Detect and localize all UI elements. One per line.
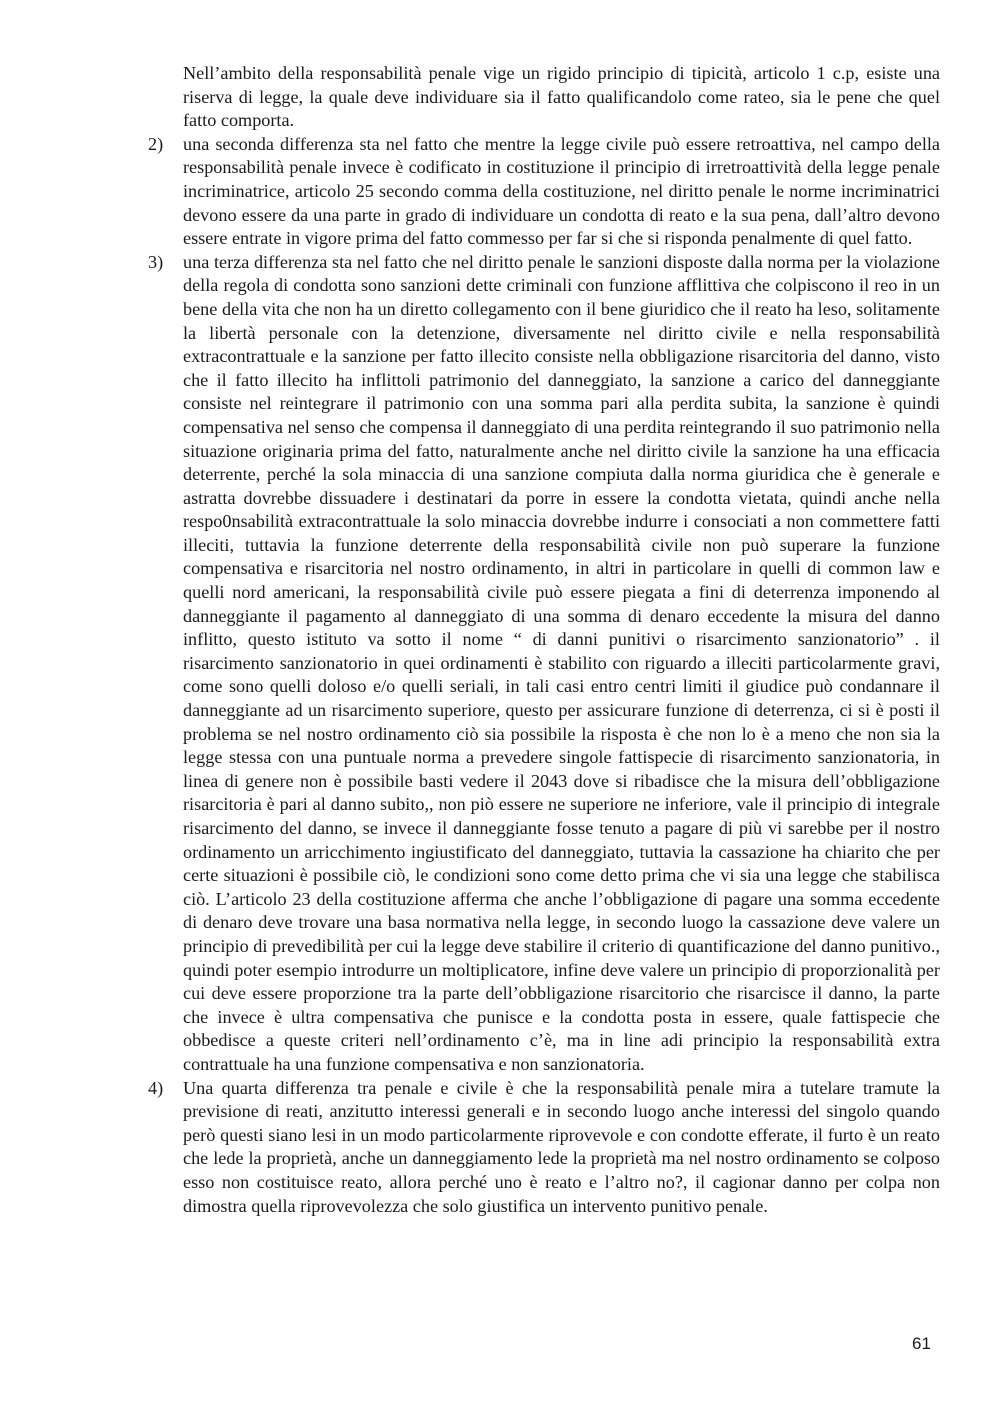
list-item-number: 2)	[148, 133, 164, 154]
list-item-number: 3)	[148, 251, 164, 272]
list-item-text: una terza differenza sta nel fatto che nel diritto penale le sanzioni disposte dalla norma per la violazione della regola di condotta sono sanzioni dette criminali con funzione afflittiva che colpiscono il reo in un bene della vita che non ha un diretto collegamento con il bene giuridico che il reato ha leso, solitamente la libertà personale con la detenzione, diversamente nel diritto civile e nella responsabilità extracontrattuale e la sanzione per fatto illecito consiste nella obbligazione risarcitoria del danno, visto che il fatto illecito ha inflittoli patrimonio del danneggiato, la sanzione a carico del danneggiante consiste nel reintegrare il patrimonio con una somma pari alla perdita subita, la sanzione è quindi compensativa nel senso che compensa il danneggiato di una perdita reintegrando il suo patrimonio nella situazione originaria prima del fatto, naturalmente anche nel diritto civile la sanzione ha una efficacia deterrente, perché la sola minaccia di una sanzione compiuta dalla norma giuridica che è generale e astratta dovrebbe dissuadere i destinatari da porre in essere la condotta vietata, quindi anche nella respo0nsabilità extracontrattuale la solo minaccia dovrebbe indurre i consociati a non commettere fatti illeciti, tuttavia la funzione deterrente della responsabilità civile non può superare la funzione compensativa e risarcitoria nel nostro ordinamento, in altri in particolare in quelli di common law e quelli nord americani, la responsabilità civile può essere piegata a fini di deterrenza imponendo al danneggiante il pagamento al danneggiato di una somma di denaro eccedente la misura del danno inflitto, questo istituto va sotto il nome “ di danni punitivi o risarcimento sanzionatorio” . il risarcimento sanzionatorio in quei ordinamenti è stabilito con riguardo a illeciti particolarmente gravi, come sono quelli doloso e/o quelli seriali, in tali casi entro centri limiti il giudice può condannare il danneggiante ad un risarcimento superiore, questo per assicurare funzione di deterrenza, ci si è posti il problema se nel nostro ordinamento ciò sia possibile la risposta è che non lo è a meno che non sia la legge stessa con una puntuale norma a prevedere singole fattispecie di risarcimento sanzionatoria, in linea di genere non è possibile basti vedere il 2043 dove si ribadisce che la misura dell’obbligazione risarcitoria è pari al danno subito,, non piò essere ne superiore ne inferiore, vale il principio di integrale risarcimento del danno, se invece il danneggiante fosse tenuto a pagare di più vi sarebbe per il nostro ordinamento un arricchimento ingiustificato del danneggiato, tuttavia la cassazione ha chiarito che per certe situazioni è possibile ciò, le condizioni sono come detto prima che vi sia una legge che stabilisca ciò. L’articolo 23 della costituzione afferma che anche l’obbligazione di pagare una somma eccedente di denaro deve trovare una basa normativa nella legge, in secondo luogo la cassazione deve valere un principio di prevedibilità per cui la legge deve stabilire il criterio di quantificazione del danno punitivo., quindi poter esempio introdurre un moltiplicatore, infine deve valere un principio di proporzionalità per cui deve essere proporzione tra la parte dell’obbligazione risarcitorio che risarcisce il danno, la parte che invece è ultra compensativa che punisce e la condotta posta in essere, quale fattispecie che obbedisce a queste criteri nell’ordinamento c’è, ma in line adi principio la responsabilità extra contrattuale ha una funzione compensativa e non sanzionatoria.	[183, 251, 940, 1074]
list-item-number: 4)	[148, 1077, 164, 1098]
page-number: 61	[912, 1334, 931, 1353]
intro-paragraph: Nell’ambito della responsabilità penale vige un rigido principio di tipicità, articolo 1 c.p, esiste una riserva di legge, la quale deve individuare sia il fatto qualificandolo come rateo, sia le pene che quel fatto comporta.	[183, 63, 940, 131]
list-item-3	[148, 251, 940, 1077]
list-item-text: Una quarta differenza tra penale e civile è che la responsabilità penale mira a tutelare tramute la previsione di reati, anzitutto interessi generali e in secondo luogo anche interessi del singolo quando però questi siano lesi in un modo particolarmente riprovevole e con condotte efferate, il furto è un reato che lede la proprietà, anche un danneggiamento lede la proprietà ma nel nostro ordinamento se colposo esso non costituisce reato, allora perché uno è reato e l’altro no?, il cagionar danno per colpa non dimostra quella riprovevolezza che solo giustifica un intervento punitivo penale.	[183, 1077, 940, 1216]
list-item-2	[148, 133, 940, 251]
list-item-4	[148, 1077, 940, 1219]
list-item-text: una seconda differenza sta nel fatto che mentre la legge civile può essere retroattiva, nel campo della responsabilità penale invece è codificato in costituzione il principio di irretroattività della legge penale incriminatrice, articolo 25 secondo comma della costituzione, nel diritto penale le norme incriminatrici devono essere da una parte in grado di individuare un condotta di reato e la sua pena, dall’altro devono essere entrate in vigore prima del fatto commesso per far si che si risponda penalmente di quel fatto.	[183, 133, 940, 249]
page-body	[148, 62, 940, 1218]
